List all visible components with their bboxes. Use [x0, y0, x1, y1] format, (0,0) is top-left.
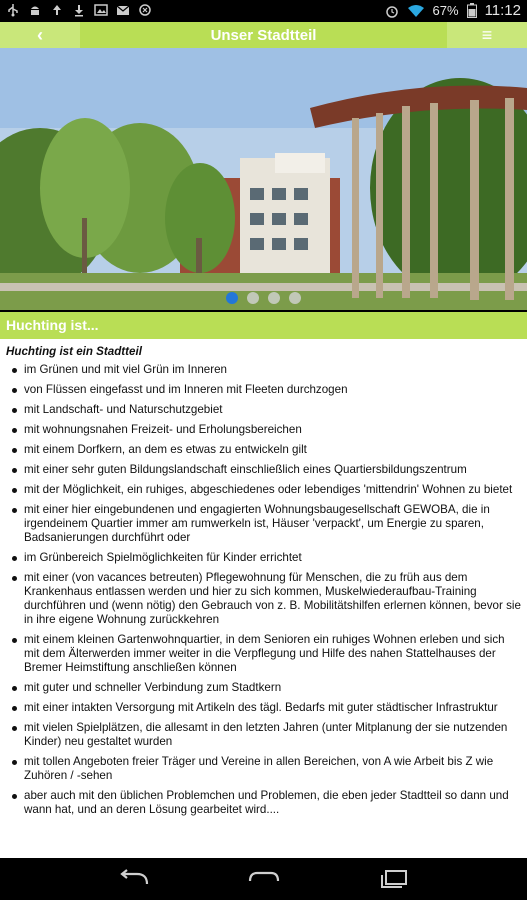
carousel-dot[interactable] [226, 292, 238, 304]
content-area[interactable] [0, 339, 527, 858]
menu-icon: ≡ [481, 24, 493, 45]
carousel-indicator [0, 292, 527, 304]
list-item: mit einer intakten Versorgung mit Artikeln des tägl. Bedarfs mit guter städtischer Infrastruktur [6, 701, 521, 715]
list-item: mit einer (von vacances betreuten) Pflegewohnung für Menschen, die zu früh aus dem Krankenhaus entlassen werden und hier zu sich kommen, Muskelwiederaufbau-Training durchführen und (wenn nötig) den Gebrauch von z. B. Mobilitätshilfen erlernen können, bevor sie in ihre eigene Wohnung zurückkehren [6, 571, 521, 627]
list-item: im Grünen und mit viel Grün im Inneren [6, 363, 521, 377]
list-item: von Flüssen eingefasst und im Inneren mit Fleeten durchzogen [6, 383, 521, 397]
home-nav-button[interactable] [244, 865, 284, 893]
recents-nav-button[interactable] [374, 865, 414, 893]
upload-icon [50, 3, 64, 17]
list-item: mit wohnungsnahen Freizeit- und Erholungsbereichen [6, 423, 521, 437]
list-item: mit einem kleinen Gartenwohnquartier, in dem Senioren ein ruhiges Wohnen erleben und sich mit dem Älterwerden immer weiter in die Verpflegung und Hilfe des nahen Stattelhauses der Bremer Heimstiftung anschließen können [6, 633, 521, 675]
wifi-icon [407, 4, 425, 18]
carousel-photo [0, 48, 527, 310]
mail-icon [116, 3, 130, 17]
list-item: mit Landschaft- und Naturschutzgebiet [6, 403, 521, 417]
image-icon [94, 3, 108, 17]
chevron-left-icon: ‹ [37, 24, 43, 45]
image-carousel[interactable] [0, 48, 527, 310]
system-nav-bar [0, 858, 527, 900]
download-icon [72, 3, 86, 17]
carousel-dot[interactable] [247, 292, 259, 304]
battery-percentage: 67% [432, 3, 459, 18]
clock: 11:12 [484, 2, 521, 19]
list-item: mit der Möglichkeit, ein ruhiges, abgeschiedenes oder lebendiges 'mittendrin' Wohnen zu bietet [6, 483, 521, 497]
usb-icon [6, 3, 20, 17]
app-bar [0, 22, 527, 48]
carousel-dot[interactable] [289, 292, 301, 304]
list-item: mit vielen Spielplätzen, die allesamt in den letzten Jahren (unter Mitplanung der sie nutzenden Kinder) neu gestaltet wurden [6, 721, 521, 749]
alarm-icon [385, 4, 399, 18]
recents-nav-icon [377, 868, 411, 890]
list-item: aber auch mit den üblichen Problemchen und Problemen, die eben jeder Stadtteil so dann und wann hat, und an deren Lösung gearbeitet wird.... [6, 789, 521, 817]
back-button[interactable] [0, 22, 80, 48]
status-bar [0, 0, 527, 22]
list-item: mit tollen Angeboten freier Träger und Vereine in allen Bereichen, von A wie Arbeit bis Z wie Zuhören / -sehen [6, 755, 521, 783]
sync-icon [138, 3, 152, 17]
list-item: im Grünbereich Spielmöglichkeiten für Kinder errichtet [6, 551, 521, 565]
list-item: mit einer sehr guten Bildungslandschaft einschließlich eines Quartiersbildungszentrum [6, 463, 521, 477]
back-nav-icon [117, 869, 151, 889]
list-item: mit einer hier eingebundenen und engagierten Wohnungsbaugesellschaft GEWOBA, die in irgendeinem Quartier immer am rumwerkeln ist, Häuser 'verpackt', um Energie zu sparen, Badsanierungen durchführt oder [6, 503, 521, 545]
back-nav-button[interactable] [114, 865, 154, 893]
list-item: mit einem Dorfkern, an dem es etwas zu entwickeln gilt [6, 443, 521, 457]
android-icon [28, 3, 42, 17]
carousel-dot[interactable] [268, 292, 280, 304]
feature-list [6, 363, 521, 817]
list-item: mit guter und schneller Verbindung zum Stadtkern [6, 681, 521, 695]
home-nav-icon [247, 869, 281, 889]
content-subheading: Huchting ist ein Stadtteil [6, 345, 142, 358]
notification-icons [6, 3, 152, 17]
page-title: Unser Stadtteil [210, 26, 317, 44]
menu-button[interactable] [447, 22, 527, 48]
section-title: Huchting ist... [0, 312, 527, 339]
battery-icon [467, 3, 477, 18]
